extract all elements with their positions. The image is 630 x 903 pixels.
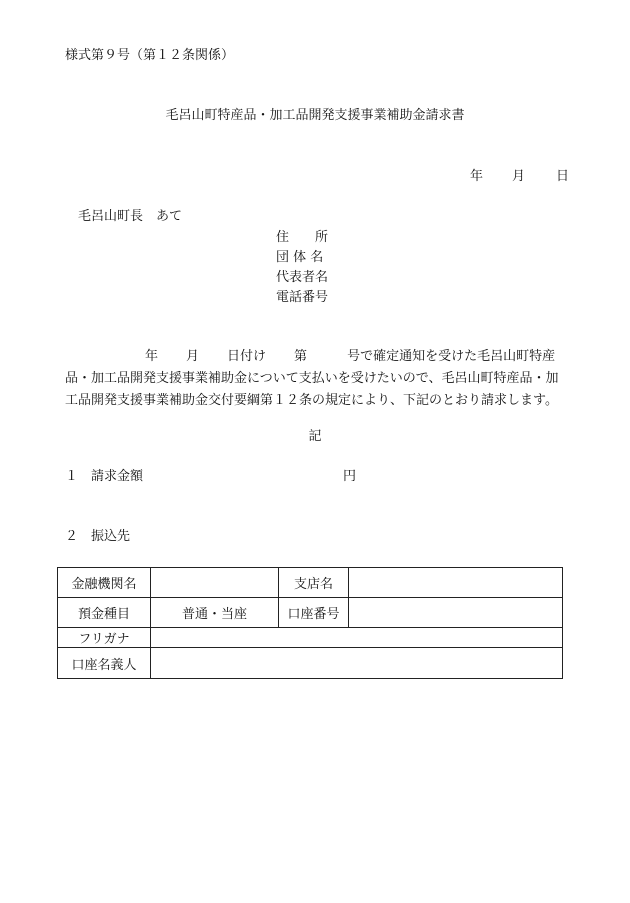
body-date-suffix: 日付け — [227, 349, 267, 364]
branch-label: 支店名 — [279, 568, 349, 598]
phone-label: 電話番号 — [276, 290, 329, 305]
date-month-label: 月 — [512, 169, 526, 184]
ki-heading: 記 — [308, 429, 322, 444]
bank-name-label: 金融機関名 — [58, 568, 151, 598]
furigana-cell[interactable] — [151, 628, 563, 648]
branch-cell[interactable] — [349, 568, 563, 598]
address-label: 住 所 — [276, 230, 329, 245]
deposit-type-label: 預金種目 — [58, 598, 151, 628]
document-title: 毛呂山町特産品・加工品開発支援事業補助金請求書 — [165, 108, 465, 123]
account-holder-cell[interactable] — [151, 648, 563, 679]
amount-unit: 円 — [343, 469, 357, 484]
group-name-label: 団 体 名 — [276, 250, 324, 265]
date-year-label: 年 — [470, 169, 484, 184]
deposit-type-cell[interactable]: 普通・当座 — [151, 598, 279, 628]
transfer-destination-label: ２ 振込先 — [65, 529, 131, 544]
request-amount-line — [65, 468, 356, 486]
request-body-paragraph — [65, 346, 569, 412]
applicant-block — [276, 228, 328, 308]
representative-label: 代表者名 — [276, 270, 329, 285]
body-year: 年 — [145, 349, 159, 364]
body-month: 月 — [186, 349, 200, 364]
form-number: 様式第９号（第１２条関係） — [65, 48, 235, 63]
furigana-label: フリガナ — [58, 628, 151, 648]
date-line — [470, 168, 569, 186]
account-holder-label: 口座名義人 — [58, 648, 151, 679]
bank-name-cell[interactable] — [151, 568, 279, 598]
date-day-label: 日 — [556, 169, 570, 184]
request-amount-label: １ 請求金額 — [65, 469, 144, 484]
account-number-label: 口座番号 — [279, 598, 349, 628]
bank-account-table — [57, 567, 563, 679]
addressee: 毛呂山町長 あて — [78, 209, 183, 224]
body-text: 号で確定通知を受けた毛呂山町特産品・加工品開発支援事業補助金について支払いを受けたいので、毛呂山町特産品・加工品開発支援事業補助金交付要綱第１２条の規定により、下記のとおり請求します。 — [65, 349, 559, 408]
body-number-prefix: 第 — [294, 349, 308, 364]
account-number-cell[interactable] — [349, 598, 563, 628]
